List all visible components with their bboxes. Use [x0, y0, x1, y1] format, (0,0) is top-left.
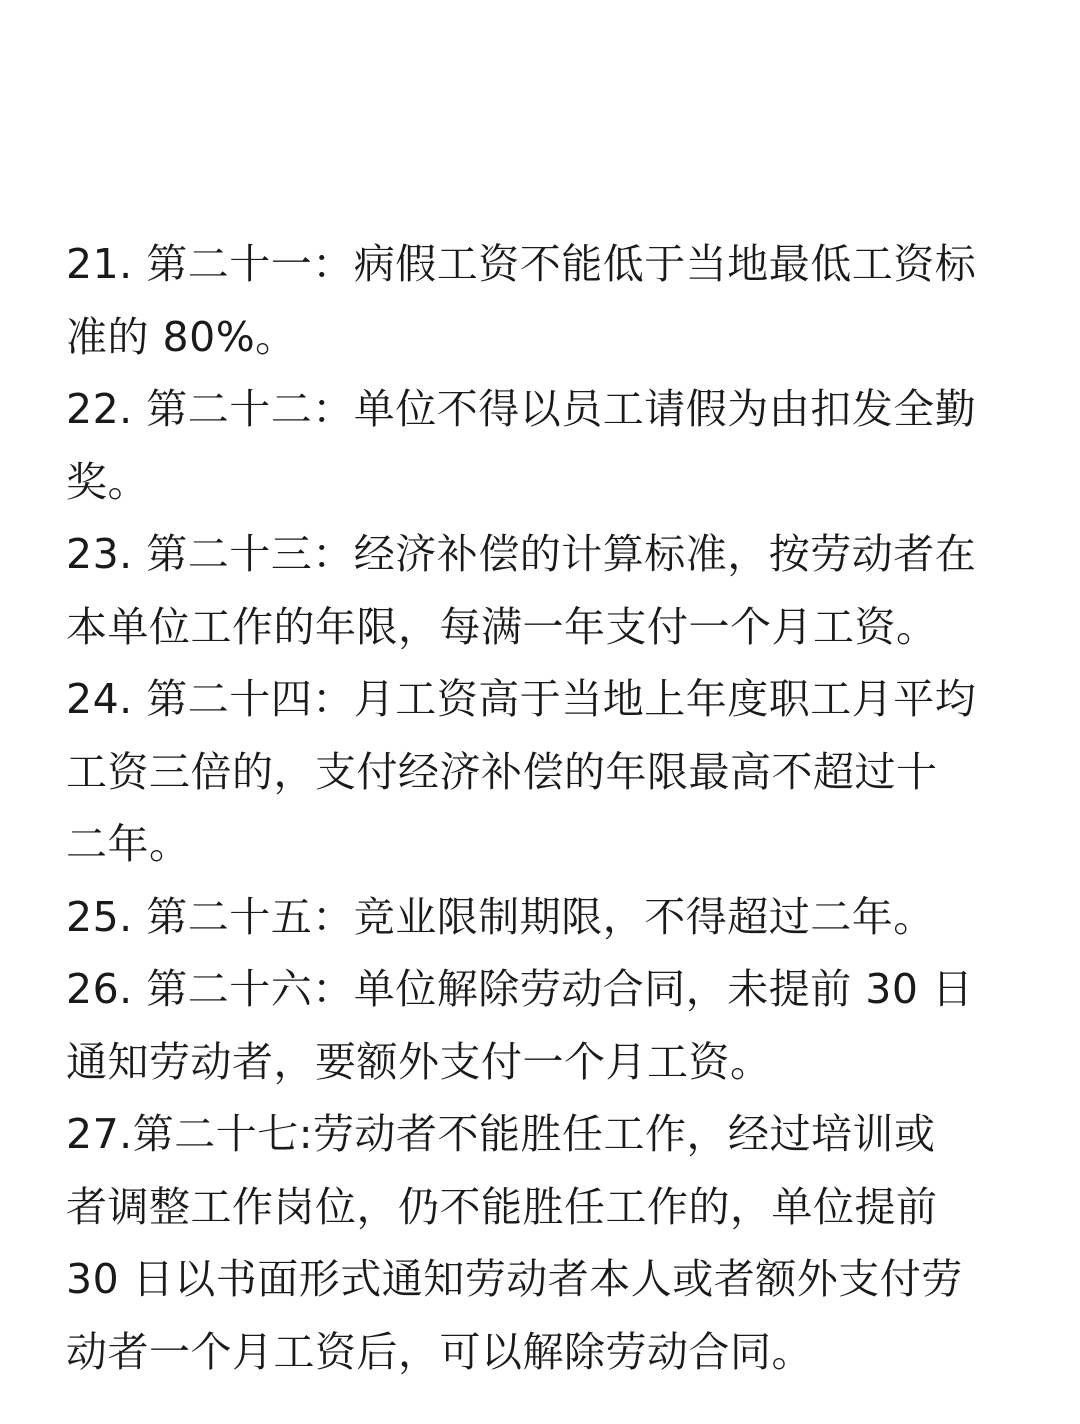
article-26: [66, 953, 1016, 1098]
article-21: [66, 228, 1016, 373]
text-line: 本单位工作的年限，每满一年支付一个月工资。: [66, 602, 938, 651]
article-22: [66, 373, 1016, 518]
text-line: 二年。: [66, 820, 191, 868]
article-25: [66, 881, 1016, 954]
text-line: 者调整工作岗位，仍不能胜任工作的，单位提前: [66, 1182, 938, 1231]
text-line: 奖。: [66, 457, 149, 506]
text-line: 22. 第二十二：单位不得以员工请假为由扣发全勤: [66, 385, 977, 433]
text-line: 23. 第二十三：经济补偿的计算标准，按劳动者在: [66, 530, 977, 578]
article-23: [66, 518, 1016, 663]
article-24: [66, 663, 1016, 881]
text-line: 通知劳动者，要额外支付一个月工资。: [66, 1037, 772, 1086]
text-line: 27.第二十七:劳动者不能胜任工作，经过培训或: [66, 1110, 936, 1158]
text-line: 动者一个月工资后，可以解除劳动合同。: [66, 1327, 813, 1376]
text-line: 24. 第二十四：月工资高于当地上年度职工月平均: [66, 675, 977, 723]
text-line: 30 日以书面形式通知劳动者本人或者额外支付劳: [66, 1255, 963, 1303]
document-body: [66, 228, 1016, 1388]
text-line: 准的 80%。: [66, 312, 297, 361]
text-line: 工资三倍的，支付经济补偿的年限最高不超过十: [66, 747, 938, 796]
text-line: 25. 第二十五：竞业限制期限，不得超过二年。: [66, 892, 935, 941]
article-27: [66, 1098, 1016, 1388]
text-line: 26. 第二十六：单位解除劳动合同，未提前 30 日: [66, 965, 974, 1013]
text-line: 21. 第二十一：病假工资不能低于当地最低工资标: [66, 240, 977, 288]
